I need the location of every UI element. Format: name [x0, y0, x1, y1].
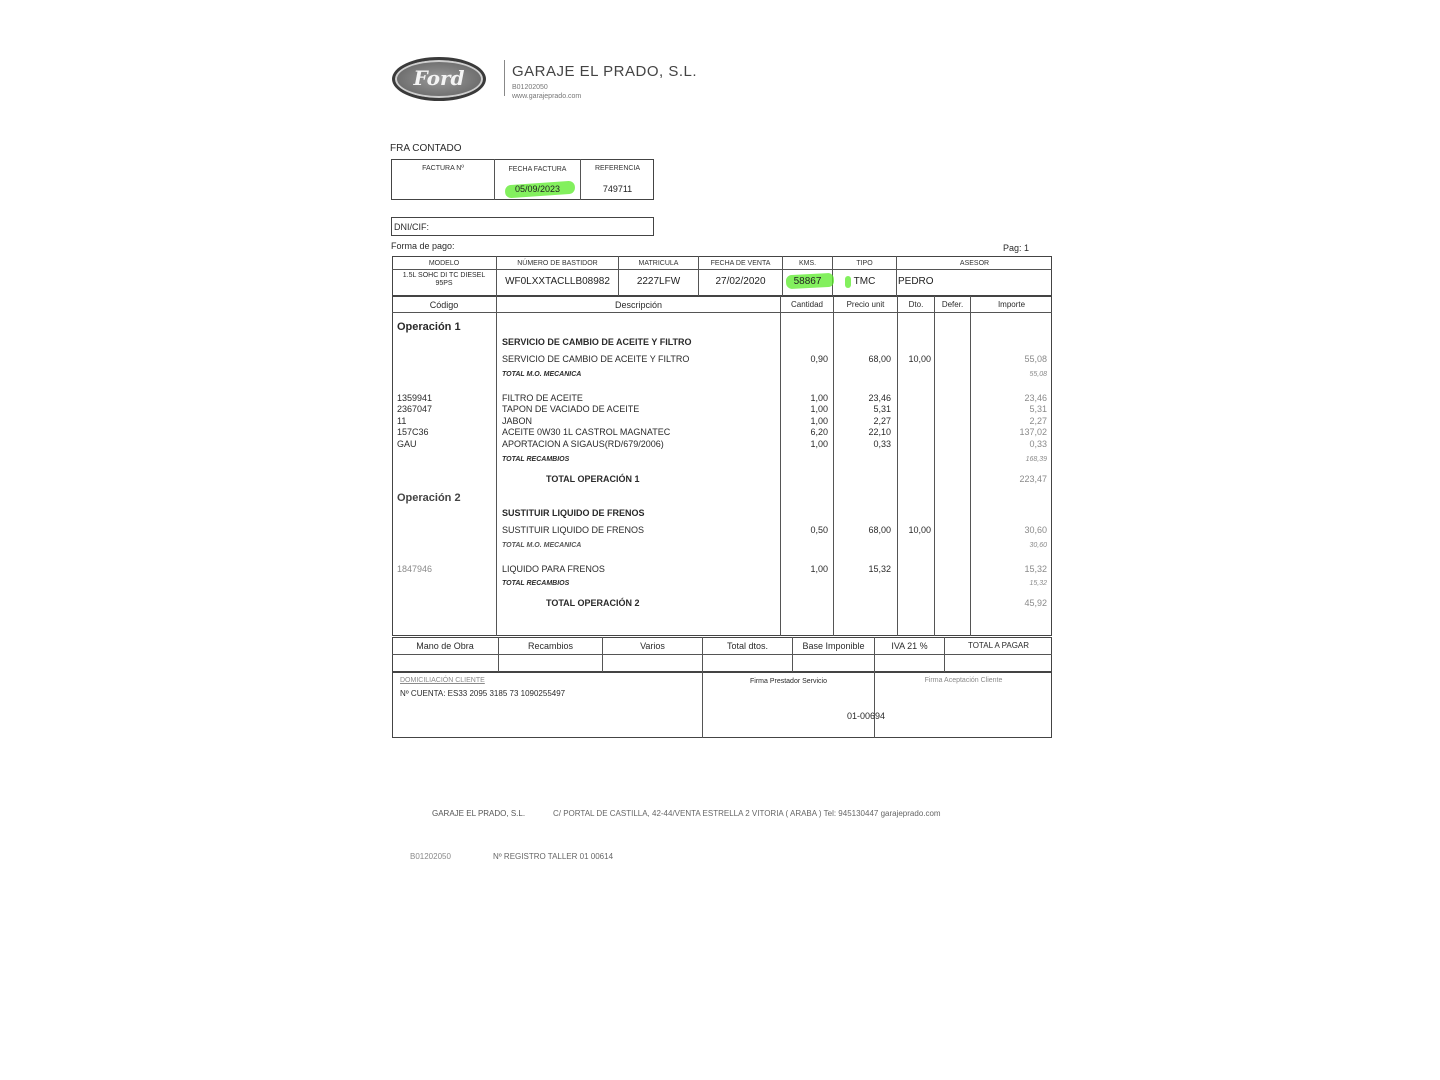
part-price: 5,31 — [873, 404, 891, 414]
col-importe: Importe — [997, 300, 1026, 309]
part-qty: 1,00 — [810, 416, 828, 426]
factura-label: FACTURA Nº — [422, 165, 464, 172]
hdr-tipo: TIPO — [856, 260, 873, 267]
part-desc: ACEITE 0W30 1L CASTROL MAGNATEC — [502, 427, 671, 437]
hdr-fecha-venta: FECHA DE VENTA — [710, 260, 771, 267]
tot-mano-obra: Mano de Obra — [416, 641, 474, 651]
part-code: 1359941 — [397, 393, 433, 403]
part-code: 157C36 — [397, 427, 429, 437]
op1-mo-desc: SERVICIO DE CAMBIO DE ACEITE Y FILTRO — [502, 354, 690, 364]
op1-heading: SERVICIO DE CAMBIO DE ACEITE Y FILTRO — [502, 337, 692, 347]
company-name: GARAJE EL PRADO, S.L. — [512, 63, 697, 80]
tot-iva: IVA 21 % — [891, 641, 928, 651]
part-desc: FILTRO DE ACEITE — [502, 393, 583, 403]
firma-prestador: Firma Prestador Servicio — [749, 678, 828, 685]
part-desc: JABON — [502, 416, 533, 426]
vehicle-table-rule — [392, 269, 1052, 270]
tot-recambios: Recambios — [527, 641, 574, 651]
op1-title: Operación 1 — [397, 321, 461, 333]
op1-mo-importe: 55,08 — [1024, 354, 1047, 364]
col-descripcion: Descripción — [614, 300, 663, 310]
header-divider — [504, 60, 505, 96]
hdr-asesor: ASESOR — [959, 260, 990, 267]
tot-total-pagar: TOTAL A PAGAR — [967, 641, 1030, 650]
items-sep-codigo — [496, 296, 497, 636]
tot-varios: Varios — [640, 641, 665, 651]
op2-total-label: TOTAL OPERACIÓN 2 — [546, 598, 640, 608]
bottom-address: C/ PORTAL DE CASTILLA, 42-44/VENTA ESTRELLA 2 VITORIA ( ARABA ) Tel: 945130447 garajeprado.com — [553, 809, 941, 818]
op2-mo-importe: 30,60 — [1024, 525, 1047, 535]
op1-total-label: TOTAL OPERACIÓN 1 — [546, 474, 640, 484]
items-sep-desc — [780, 296, 781, 636]
dni-box — [391, 217, 654, 236]
op1-mo-price: 68,00 — [868, 354, 891, 364]
part-qty: 1,00 — [810, 564, 828, 574]
part-importe: 5,31 — [1029, 404, 1047, 414]
op1-rec-total-label: TOTAL RECAMBIOS — [502, 456, 570, 463]
part-qty: 6,20 — [810, 427, 828, 437]
op1-mo-total-label: TOTAL M.O. MECANICA — [502, 371, 582, 378]
logo-text: Ford — [413, 66, 465, 90]
page-number: Pag: 1 — [1003, 243, 1030, 253]
part-importe: 137,02 — [1019, 427, 1047, 437]
fecha-label: FECHA FACTURA — [508, 166, 567, 173]
part-desc: TAPON DE VACIADO DE ACEITE — [502, 404, 640, 414]
company-cif: B01202050 — [512, 84, 548, 91]
asesor-value: PEDRO — [898, 276, 934, 287]
col-codigo: Código — [429, 300, 459, 310]
forma-pago-label: Forma de pago: — [391, 241, 455, 251]
part-qty: 1,00 — [810, 393, 828, 403]
client-label: DOMICILIACIÓN CLIENTE — [400, 677, 485, 684]
col-dto: Dto. — [908, 300, 924, 309]
part-importe: 0,33 — [1029, 439, 1047, 449]
part-price: 2,27 — [873, 416, 891, 426]
op2-rec-total-label: TOTAL RECAMBIOS — [502, 580, 570, 587]
fecha-value: 05/09/2023 — [514, 184, 561, 194]
fecha-venta-value: 27/02/2020 — [715, 276, 766, 287]
items-header-rule — [392, 312, 1052, 313]
op2-heading: SUSTITUIR LIQUIDO DE FRENOS — [502, 508, 645, 518]
items-sep-dto — [934, 296, 935, 636]
op1-mo-total: 55,08 — [1029, 371, 1047, 378]
op2-rec-total: 15,32 — [1029, 580, 1047, 587]
bottom-cif: B01202050 — [410, 852, 451, 861]
op2-mo-qty: 0,50 — [810, 525, 828, 535]
op1-mo-qty: 0,90 — [810, 354, 828, 364]
op1-rec-total: 168,39 — [1025, 456, 1047, 463]
op1-total: 223,47 — [1019, 474, 1047, 484]
part-code: 1847946 — [397, 564, 433, 574]
part-price: 15,32 — [868, 564, 891, 574]
ford-logo — [392, 57, 486, 101]
firma-cliente: Firma Aceptación Cliente — [924, 677, 1003, 684]
tot-dtos: Total dtos. — [726, 641, 769, 651]
part-price: 22,10 — [868, 427, 891, 437]
op2-mo-desc: SUSTITUIR LIQUIDO DE FRENOS — [502, 525, 645, 535]
part-code: GAU — [397, 439, 417, 449]
document-code: 01-00694 — [847, 711, 886, 721]
items-sep-cantidad — [833, 296, 834, 636]
part-importe: 23,46 — [1024, 393, 1047, 403]
op2-total: 45,92 — [1024, 598, 1047, 608]
hdr-modelo: MODELO — [428, 260, 460, 267]
matricula-value: 2227LFW — [636, 276, 681, 287]
hdr-kms: KMS. — [798, 260, 817, 267]
items-sep-precio — [897, 296, 898, 636]
hdr-bastidor: NÚMERO DE BASTIDOR — [517, 260, 598, 267]
part-desc: APORTACION A SIGAUS(RD/679/2006) — [502, 439, 664, 449]
hdr-matricula: MATRICULA — [638, 260, 679, 267]
col-precio: Precio unit — [846, 300, 885, 309]
referencia-label: REFERENCIA — [594, 165, 641, 172]
part-qty: 1,00 — [810, 439, 828, 449]
op2-mo-total: 30,60 — [1029, 542, 1047, 549]
op2-title: Operación 2 — [397, 492, 461, 504]
account-number: Nº CUENTA: ES33 2095 3185 73 1090255497 — [400, 689, 566, 698]
bottom-registro: Nº REGISTRO TALLER 01 00614 — [493, 852, 614, 861]
referencia-value: 749711 — [602, 184, 633, 194]
part-desc: LIQUIDO PARA FRENOS — [502, 564, 605, 574]
part-code: 2367047 — [397, 404, 433, 414]
op2-mo-dto: 10,00 — [908, 525, 931, 535]
modelo-value: 1.5L SOHC DI TC DIESEL 95PS — [402, 272, 486, 287]
bottom-company: GARAJE EL PRADO, S.L. — [432, 809, 526, 818]
part-price: 0,33 — [873, 439, 891, 449]
dni-label: DNI/CIF: — [394, 222, 429, 232]
part-qty: 1,00 — [810, 404, 828, 414]
tot-base: Base Imponible — [802, 641, 865, 651]
invoice-type: FRA CONTADO — [390, 143, 462, 154]
op2-mo-total-label: TOTAL M.O. MECANICA — [502, 542, 582, 549]
kms-value: 58867 — [793, 276, 822, 287]
part-importe: 15,32 — [1024, 564, 1047, 574]
part-importe: 2,27 — [1029, 416, 1047, 426]
bastidor-value: WF0LXXTACLLB08982 — [505, 276, 610, 287]
part-price: 23,46 — [868, 393, 891, 403]
col-cantidad: Cantidad — [790, 300, 824, 309]
op1-mo-dto: 10,00 — [908, 354, 931, 364]
tipo-value: TMC — [853, 276, 876, 287]
totals-rule — [392, 654, 1052, 655]
col-defer: Defer. — [941, 300, 964, 309]
items-table — [392, 296, 1052, 636]
company-web: www.garajeprado.com — [512, 93, 582, 100]
part-code: 11 — [397, 416, 407, 426]
op2-mo-price: 68,00 — [868, 525, 891, 535]
